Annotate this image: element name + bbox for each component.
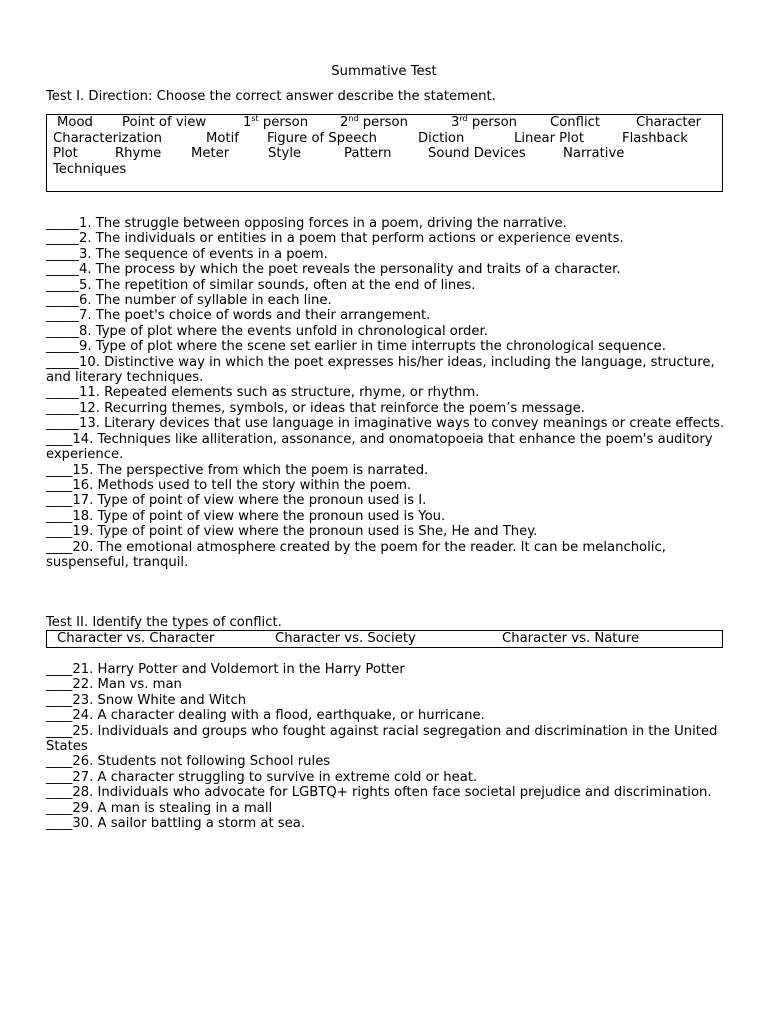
word-bank-row-2 xyxy=(53,131,722,147)
question-item: _____4. The process by which the poet reveals the personality and traits of a character. xyxy=(46,262,621,278)
question-item: ____20. The emotional atmosphere created by the poem for the reader. It can be melancholic, suspenseful, tranquil. xyxy=(46,539,666,570)
question-item: _____9. Type of plot where the scene set earlier in time interrupts the chronological sequence. xyxy=(46,339,666,355)
question-item: ____18. Type of point of view where the pronoun used is You. xyxy=(46,508,446,524)
question-item: ____14. Techniques like alliteration, assonance, and onomatopoeia that enhance the poem's auditory experience. xyxy=(46,431,713,463)
first-person-word: person xyxy=(258,115,309,130)
word-bank-row-4 xyxy=(53,162,722,178)
word-sound-devices: Sound Devices xyxy=(428,146,526,161)
question-item: _____11. Repeated elements such as structure, rhyme, or rhythm. xyxy=(46,385,480,401)
second-person-num: 2 xyxy=(340,115,349,130)
word-plot: Plot xyxy=(53,146,78,161)
page-title: Summative Test xyxy=(331,64,437,79)
word-pattern: Pattern xyxy=(344,146,392,161)
question-item: ____25. Individuals and groups who fought against racial segregation and discrimination in the United States xyxy=(46,723,718,755)
question-item: _____8. Type of plot where the events unfold in chronological order. xyxy=(46,323,488,339)
word-mood: Mood xyxy=(57,115,93,130)
second-person-sup: nd xyxy=(348,114,359,123)
question-item: ____29. A man is stealing in a mall xyxy=(46,800,273,816)
question-item: _____5. The repetition of similar sounds, often at the end of lines. xyxy=(46,277,476,293)
question-item: _____2. The individuals or entities in a poem that perform actions or experience events. xyxy=(46,231,624,247)
word-conflict: Conflict xyxy=(550,115,601,130)
word-character: Character xyxy=(636,115,702,130)
option-character-vs-character: Character vs. Character xyxy=(57,631,215,646)
question-item: _____7. The poet's choice of words and their arrangement. xyxy=(46,308,431,324)
option-character-vs-nature: Character vs. Nature xyxy=(502,631,640,646)
word-techniques: Techniques xyxy=(53,161,127,177)
word-flashback: Flashback xyxy=(622,130,688,146)
word-linear-plot: Linear Plot xyxy=(514,130,585,146)
question-item: _____12. Recurring themes, symbols, or ideas that reinforce the poem’s message. xyxy=(46,400,585,416)
word-diction: Diction xyxy=(418,130,465,146)
question-item: ____23. Snow White and Witch xyxy=(46,692,247,708)
word-point-of-view: Point of view xyxy=(122,115,207,130)
question-item: ____16. Methods used to tell the story within the poem. xyxy=(46,477,412,493)
conflict-options-box xyxy=(46,630,723,648)
word-bank-row-1 xyxy=(53,115,722,131)
test2-heading: Test II. Identify the types of conflict. xyxy=(46,615,282,630)
first-person-sup: st xyxy=(251,114,259,123)
second-person-word: person xyxy=(358,115,408,130)
question-item: ____28. Individuals who advocate for LGBTQ+ rights often face societal prejudice and discrimination. xyxy=(46,785,712,801)
word-motif: Motif xyxy=(206,130,239,146)
word-bank-box xyxy=(46,114,723,192)
question-item: ____15. The perspective from which the poem is narrated. xyxy=(46,462,429,478)
word-narrative: Narrative xyxy=(563,146,625,161)
word-third-person xyxy=(451,115,517,131)
word-figure-of-speech: Figure of Speech xyxy=(267,130,377,146)
test2-items xyxy=(46,662,726,831)
question-item: ____26. Students not following School rules xyxy=(46,754,331,770)
word-style: Style xyxy=(268,146,302,161)
word-characterization: Characterization xyxy=(53,130,163,146)
option-character-vs-society: Character vs. Society xyxy=(275,631,416,646)
question-item: ____19. Type of point of view where the pronoun used is She, He and They. xyxy=(46,524,538,540)
question-item: ____30. A sailor battling a storm at sea. xyxy=(46,816,306,832)
test1-items xyxy=(46,216,726,570)
third-person-word: person xyxy=(467,115,518,130)
question-item: ____24. A character dealing with a flood, earthquake, or hurricane. xyxy=(46,708,485,724)
question-item: _____1. The struggle between opposing forces in a poem, driving the narrative. xyxy=(46,216,567,231)
test1-direction: Test I. Direction: Choose the correct answer describe the statement. xyxy=(46,89,496,104)
third-person-sup: rd xyxy=(459,114,468,123)
question-item: ____22. Man vs. man xyxy=(46,677,182,693)
word-second-person xyxy=(340,115,408,131)
question-item: ____27. A character struggling to survive in extreme cold or heat. xyxy=(46,769,478,785)
question-item: ____17. Type of point of view where the pronoun used is I. xyxy=(46,493,427,509)
word-first-person xyxy=(243,115,308,131)
question-item: _____6. The number of syllable in each line. xyxy=(46,293,332,309)
word-bank-row-3 xyxy=(53,146,722,162)
first-person-num: 1 xyxy=(243,115,252,130)
question-item: _____13. Literary devices that use language in imaginative ways to convey meanings or create effects. xyxy=(46,416,725,432)
question-item: ____21. Harry Potter and Voldemort in the Harry Potter xyxy=(46,662,405,677)
question-item: _____3. The sequence of events in a poem. xyxy=(46,246,328,262)
third-person-num: 3 xyxy=(451,115,460,130)
word-rhyme: Rhyme xyxy=(115,146,162,161)
question-item: _____10. Distinctive way in which the poet expresses his/her ideas, including the language, structure, and literary techniques. xyxy=(46,354,715,386)
word-meter: Meter xyxy=(191,146,230,161)
